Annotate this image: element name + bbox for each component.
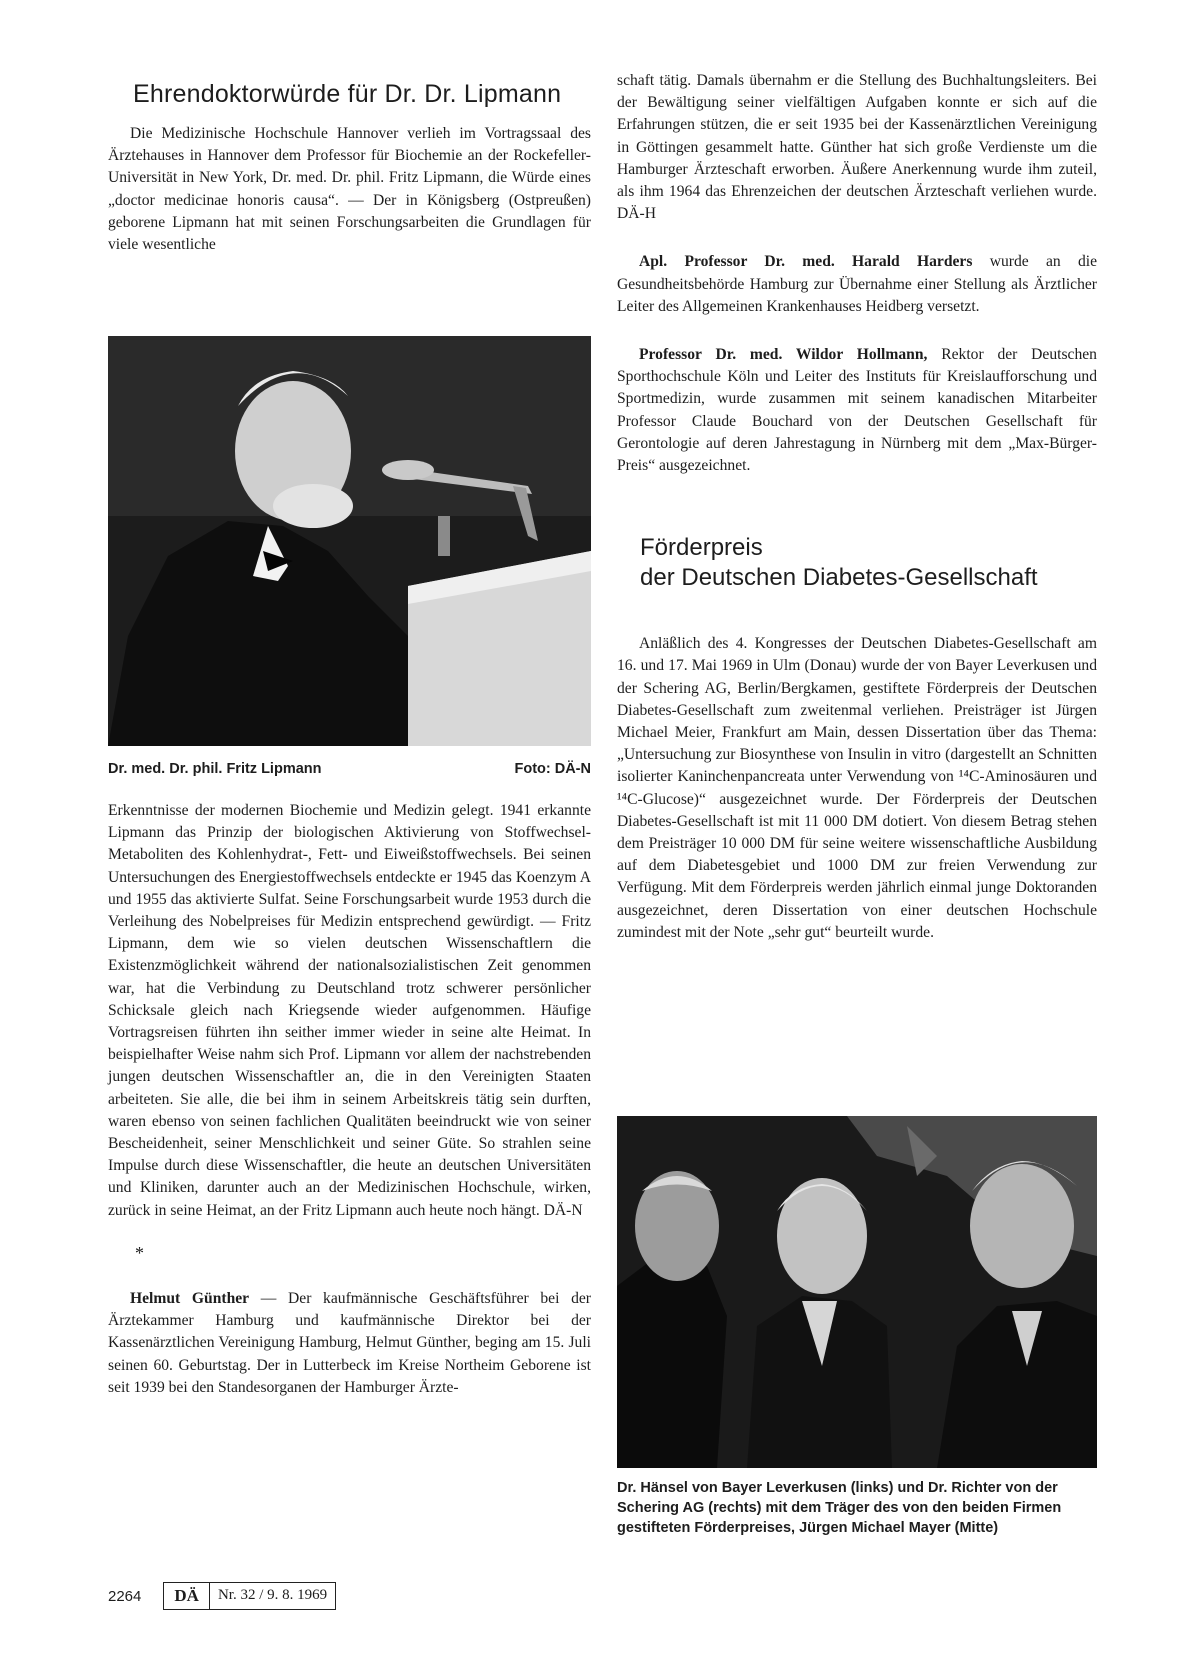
journal-badge [163,1582,336,1610]
article-intro-lipmann: Die Medizinische Hochschule Hannover verlieh im Vortragssaal des Ärztehauses in Hannover dem Professor für Biochemie an der Rockefeller-Universität in New York, Dr. med. Dr. phil. Fritz Lipmann, die Würde eines „doctor medicinae honoris causa“. — Der in Königsberg (Ostpreußen) geborene Lipmann hat mit seinen Forschungsarbeiten die Grundlagen für viele wesentliche [108,125,591,254]
article-body-foerderpreis: Anläßlich des 4. Kongresses der Deutschen Diabetes-Gesellschaft am 16. und 17. Mai 1969 in Ulm (Donau) wurde der von Bayer Leverkusen und der Schering AG, Berlin/Bergkamen, gestiftete Förderpreis der Deutschen Diabetes-Gesellschaft zum zweitenmal verliehen. Preisträger ist Jürgen Michael Meier, Frankfurt am Main, dessen Dissertation über das Thema: „Untersuchung zur Biosynthese von Insulin in vitro (dargestellt an Schnitten isolierter Kaninchenpancreata unter Verwendung von ¹⁴C-Aminosäuren und ¹⁴C-Glucose)“ ausgezeichnet wurde. Der Förderpreis der Deutschen Diabetes-Gesellschaft ist mit 11 000 DM dotiert. Von diesem Betrag stehen dem Preisträger 10 000 DM für seine weitere wissenschaftliche Ausbildung auf dem Diabetesgebiet und 1000 DM zur freien Verwendung zur Verfügung. Mit dem Förderpreis werden jährlich einmal junge Doktoranden ausgezeichnet, deren Dissertation von einer deutschen Hochschule zumindest mit der Note „sehr gut“ beurteilt wurde. [617,635,1097,941]
award-group-image [617,1116,1097,1468]
photo-caption-award: Dr. Hänsel von Bayer Leverkusen (links) und Dr. Richter von der Schering AG (rechts) mit dem Träger des von den beiden Firmen gestifteten Förderpreises, Jürgen Michael Mayer (Mitte) [617,1480,1062,1536]
personalia-guenther-start [108,1288,591,1399]
person-name-guenther: Helmut Günther [130,1290,250,1308]
person-name-hollmann: Professor Dr. med. Wildor Hollmann, [639,346,928,364]
article-title-lipmann: Ehrendoktorwürde für Dr. Dr. Lipmann [133,80,562,108]
page-number: 2264 [108,1587,142,1605]
personalia-hollmann [617,344,1097,477]
photo-lipmann-lectern [108,336,591,746]
issue-info: Nr. 32 / 9. 8. 1969 [217,1587,328,1603]
personalia-harders [617,251,1097,318]
page-footer [108,1582,336,1610]
photo-award-group [617,1116,1097,1468]
personalia-guenther-continued: schaft tätig. Damals übernahm er die Stellung des Buchhaltungsleiters. Bei der Bewältigung seiner vielfältigen Aufgaben konnte er sich auf die Erfahrungen stützen, die er seit 1935 bei der Kassenärztlichen Vereinigung in Göttingen gesammelt hatte. Günther hat sich große Verdienste um die Hamburger Ärzteschaft erworben. Äußere Anerkennung wurde ihm zuteil, als ihm 1964 das Ehrenzeichen der deutschen Ärzteschaft verliehen wurde. DÄ-H [617,72,1097,223]
caption-lipmann-credit: Foto: DÄ-N [514,761,591,777]
person-name-harders: Apl. Professor Dr. med. Harald Harders [639,253,973,271]
left-column-continued [108,800,591,1399]
caption-lipmann-name: Dr. med. Dr. phil. Fritz Lipmann [108,761,322,777]
section-separator: * [135,1242,144,1263]
right-column [617,70,1097,944]
person-text-harders: wurde an die Gesundheitsbehörde Hamburg zur Übernahme einer Stellung als Ärztlicher Leiter des Allgemeinen Krankenhauses Heidberg versetzt. [617,253,1097,315]
title-line-1: Förderpreis [640,534,763,562]
left-column [108,70,591,256]
article-title-foerderpreis [640,533,1097,593]
journal-logo: DÄ [164,1583,210,1609]
person-text-hollmann: Rektor der Deutschen Sporthochschule Köln und Leiter des Instituts für Kreislaufforschung und Sportmedizin, wurde zusammen mit seinem kanadischen Mitarbeiter Professor Claude Bouchard von der Deutschen Gesellschaft für Gerontologie auf deren Jahrestagung in Nürnberg mit dem „Max-Bürger-Preis“ ausgezeichnet. [617,346,1097,475]
article-body-lipmann: Erkenntnisse der modernen Biochemie und Medizin gelegt. 1941 erkannte Lipmann das Prinzip der biologischen Aktivierung von Stoffwechsel-Metaboliten des Kohlenhydrat-, Fett- und Eiweißstoffwechsels. Bei seinen Untersuchungen des Energiestoffwechsels entdeckte er 1945 das Koenzym A und 1955 das aktivierte Sulfat. Seine Forschungsarbeit wurde 1953 durch die Verleihung des Nobelpreises für Medizin entsprechend gewürdigt. — Fritz Lipmann, dem wie so vielen deutschen Wissenschaftlern die Existenzmöglichkeit während der nationalsozialistischen Zeit genommen war, hat die Verbindung zu Deutschland trotz schwerer persönlicher Schicksale gleich nach Kriegsende wieder aufgenommen. Häufige Vortragsreisen führten ihn seither immer wieder in seine alte Heimat. In beispielhafter Weise nahm sich Prof. Lipmann vor allem der nachstrebenden jungen deutschen Wissenschaftler an, die in den Vereinigten Staaten arbeiteten. Sie alle, die bei ihm in seinem Arbeitskreis tätig sein durften, waren ebenso von seinen fachlichen Qualitäten beeindruckt wie von seiner Bescheidenheit, seiner Menschlichkeit und seiner Güte. So strahlen seine Impulse durch diese Wissenschaftler, die heute an deutschen Universitäten und Kliniken, darunter auch an der Medizinischen Hochschule, wirken, zurück in seine Heimat, an der Fritz Lipmann auch heute noch hängt. DÄ-N [108,802,591,1219]
lipmann-portrait-image [108,336,591,746]
photo-caption-lipmann [108,761,591,777]
person-text-guenther: — Der kaufmännische Geschäftsführer bei der Ärztekammer Hamburg und kaufmännische Direktor bei der Kassenärztlichen Vereinigung Hamburg, Helmut Günther, beging am 15. Juli seinen 60. Geburtstag. Der in Lutterbeck im Kreise Northeim Geborene ist seit 1939 bei den Standesorganen der Hamburger Ärzte- [108,1290,591,1396]
title-line-2: der Deutschen Diabetes-Gesellschaft [640,564,1038,592]
